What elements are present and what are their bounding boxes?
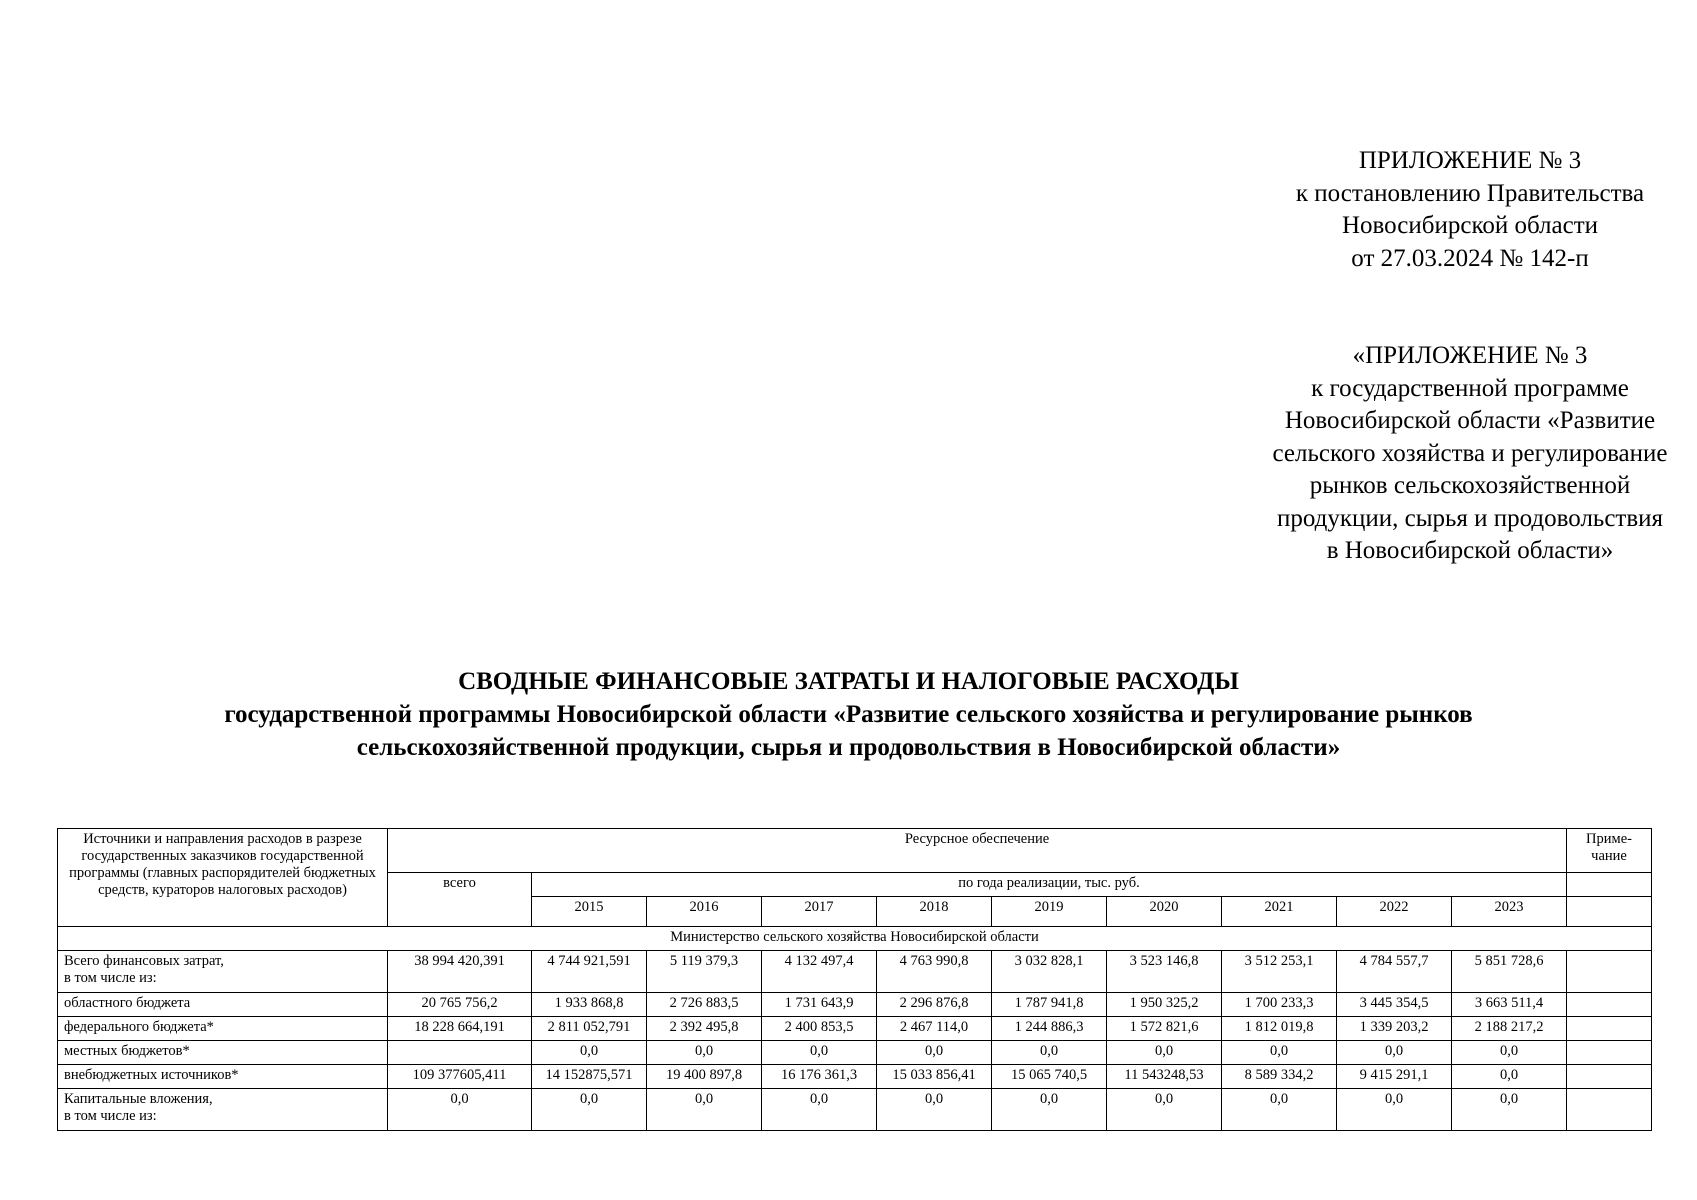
row-note: [1567, 1041, 1652, 1065]
row-note: [1567, 951, 1652, 993]
year-value: 14 152875,571: [532, 1065, 647, 1089]
year-value: 1 572 821,6: [1107, 1017, 1222, 1041]
table-row: [58, 993, 1652, 1017]
note-header-empty: [1567, 873, 1652, 897]
table-row: [58, 1089, 1652, 1131]
year-value: 0,0: [877, 1041, 992, 1065]
resources-header: Ресурсное обеспечение: [388, 829, 1567, 873]
row-note: [1567, 1065, 1652, 1089]
year-value: 0,0: [1222, 1089, 1337, 1131]
title-line: государственной программы Новосибирской области «Развитие сельского хозяйства и регулирование рынков: [224, 701, 1473, 728]
row-label: федерального бюджета*: [58, 1017, 388, 1041]
year-header: 2018: [877, 897, 992, 927]
program-appendix-line: сельского хозяйства и регулирование: [1272, 439, 1668, 467]
year-value: 3 445 354,5: [1337, 993, 1452, 1017]
program-appendix-line: рынков сельскохозяйственной: [1309, 472, 1631, 499]
row-label: местных бюджетов*: [58, 1041, 388, 1065]
year-header: 2021: [1222, 897, 1337, 927]
appendix-header: [1150, 145, 1697, 275]
year-value: 0,0: [877, 1089, 992, 1131]
program-appendix-line: Новосибирской области «Развитие: [1284, 407, 1656, 434]
year-value: 1 700 233,3: [1222, 993, 1337, 1017]
year-value: 0,0: [762, 1089, 877, 1131]
row-label: внебюджетных источников*: [58, 1065, 388, 1089]
section-row: [58, 927, 1652, 951]
year-value: 4 763 990,8: [877, 951, 992, 993]
year-value: 0,0: [1222, 1041, 1337, 1065]
program-appendix-line: к государственной программе: [1311, 374, 1629, 402]
source-column-header: Источники и направления расходов в разрезе государственных заказчиков государственной программы (главных распорядителей бюджетных средств, кураторов налоговых расходов): [58, 829, 388, 927]
year-value: 4 132 497,4: [762, 951, 877, 993]
year-header: 2015: [532, 897, 647, 927]
year-value: 2 467 114,0: [877, 1017, 992, 1041]
year-value: 3 663 511,4: [1452, 993, 1567, 1017]
year-value: 0,0: [1452, 1089, 1567, 1131]
document-title: [0, 665, 1697, 764]
program-appendix-header: [1135, 340, 1697, 568]
year-value: 2 811 052,791: [532, 1017, 647, 1041]
year-value: 0,0: [1337, 1041, 1452, 1065]
year-header: 2022: [1337, 897, 1452, 927]
year-value: 1 244 886,3: [992, 1017, 1107, 1041]
row-total: 0,0: [388, 1089, 532, 1131]
table-row: [58, 1017, 1652, 1041]
by-year-header: по года реализации, тыс. руб.: [532, 873, 1567, 897]
year-value: 1 787 941,8: [992, 993, 1107, 1017]
year-header: 2017: [762, 897, 877, 927]
year-value: 0,0: [992, 1089, 1107, 1131]
year-header: 2023: [1452, 897, 1567, 927]
year-value: 0,0: [1107, 1041, 1222, 1065]
year-value: 2 392 495,8: [647, 1017, 762, 1041]
title-line: сельскохозяйственной продукции, сырья и продовольствия в Новосибирской области»: [356, 734, 1341, 761]
row-note: [1567, 1017, 1652, 1041]
table-row: [58, 1065, 1652, 1089]
note-header: Приме-чание: [1567, 829, 1652, 873]
appendix-header-line: к постановлению Правительства: [1295, 179, 1645, 207]
year-value: 0,0: [532, 1089, 647, 1131]
year-value: 8 589 334,2: [1222, 1065, 1337, 1089]
title-line: СВОДНЫЕ ФИНАНСОВЫЕ ЗАТРАТЫ И НАЛОГОВЫЕ РАСХОДЫ: [458, 668, 1239, 695]
program-appendix-line: продукции, сырья и продовольствия: [1276, 504, 1664, 532]
year-value: 9 415 291,1: [1337, 1065, 1452, 1089]
year-value: 1 339 203,2: [1337, 1017, 1452, 1041]
row-total: 109 377605,411: [388, 1065, 532, 1089]
program-appendix-line: «ПРИЛОЖЕНИЕ № 3: [1352, 342, 1588, 369]
year-value: 19 400 897,8: [647, 1065, 762, 1089]
year-value: 5 851 728,6: [1452, 951, 1567, 993]
finance-table: [57, 828, 1652, 1131]
year-value: 3 512 253,1: [1222, 951, 1337, 993]
total-header: всего: [388, 873, 532, 927]
section-title: Министерство сельского хозяйства Новосибирской области: [58, 927, 1652, 951]
row-total: [388, 1041, 532, 1065]
year-value: 0,0: [647, 1089, 762, 1131]
year-value: 0,0: [762, 1041, 877, 1065]
year-value: 11 543248,53: [1107, 1065, 1222, 1089]
year-value: 0,0: [1452, 1041, 1567, 1065]
table-body: [58, 829, 1652, 1131]
appendix-header-line: ПРИЛОЖЕНИЕ № 3: [1358, 147, 1582, 174]
row-label: Всего финансовых затрат, в том числе из:: [58, 951, 388, 993]
year-header: 2020: [1107, 897, 1222, 927]
row-label: областного бюджета: [58, 993, 388, 1017]
year-value: 2 188 217,2: [1452, 1017, 1567, 1041]
year-value: 3 032 828,1: [992, 951, 1107, 993]
year-value: 1 812 019,8: [1222, 1017, 1337, 1041]
year-value: 1 950 325,2: [1107, 993, 1222, 1017]
year-value: 1 933 868,8: [532, 993, 647, 1017]
year-value: 15 033 856,41: [877, 1065, 992, 1089]
year-value: 4 744 921,591: [532, 951, 647, 993]
row-total: 38 994 420,391: [388, 951, 532, 993]
note-header-empty: [1567, 897, 1652, 927]
appendix-header-line: Новосибирской области: [1341, 212, 1599, 239]
table-row: [58, 951, 1652, 993]
year-value: 1 731 643,9: [762, 993, 877, 1017]
year-header: 2016: [647, 897, 762, 927]
year-value: 5 119 379,3: [647, 951, 762, 993]
row-total: 20 765 756,2: [388, 993, 532, 1017]
year-value: 16 176 361,3: [762, 1065, 877, 1089]
year-value: 0,0: [1107, 1089, 1222, 1131]
year-value: 0,0: [992, 1041, 1107, 1065]
table-row: [58, 1041, 1652, 1065]
year-value: 2 400 853,5: [762, 1017, 877, 1041]
year-value: 3 523 146,8: [1107, 951, 1222, 993]
appendix-header-line: от 27.03.2024 № 142-п: [1351, 244, 1589, 272]
year-value: 4 784 557,7: [1337, 951, 1452, 993]
row-label: Капитальные вложения, в том числе из:: [58, 1089, 388, 1131]
row-note: [1567, 993, 1652, 1017]
header-row-1: [58, 829, 1652, 873]
row-total: 18 228 664,191: [388, 1017, 532, 1041]
program-appendix-line: в Новосибирской области»: [1326, 537, 1614, 564]
year-header: 2019: [992, 897, 1107, 927]
row-note: [1567, 1089, 1652, 1131]
year-value: 0,0: [1452, 1065, 1567, 1089]
year-value: 0,0: [1337, 1089, 1452, 1131]
year-value: 0,0: [647, 1041, 762, 1065]
year-value: 15 065 740,5: [992, 1065, 1107, 1089]
year-value: 2 296 876,8: [877, 993, 992, 1017]
year-value: 0,0: [532, 1041, 647, 1065]
year-value: 2 726 883,5: [647, 993, 762, 1017]
